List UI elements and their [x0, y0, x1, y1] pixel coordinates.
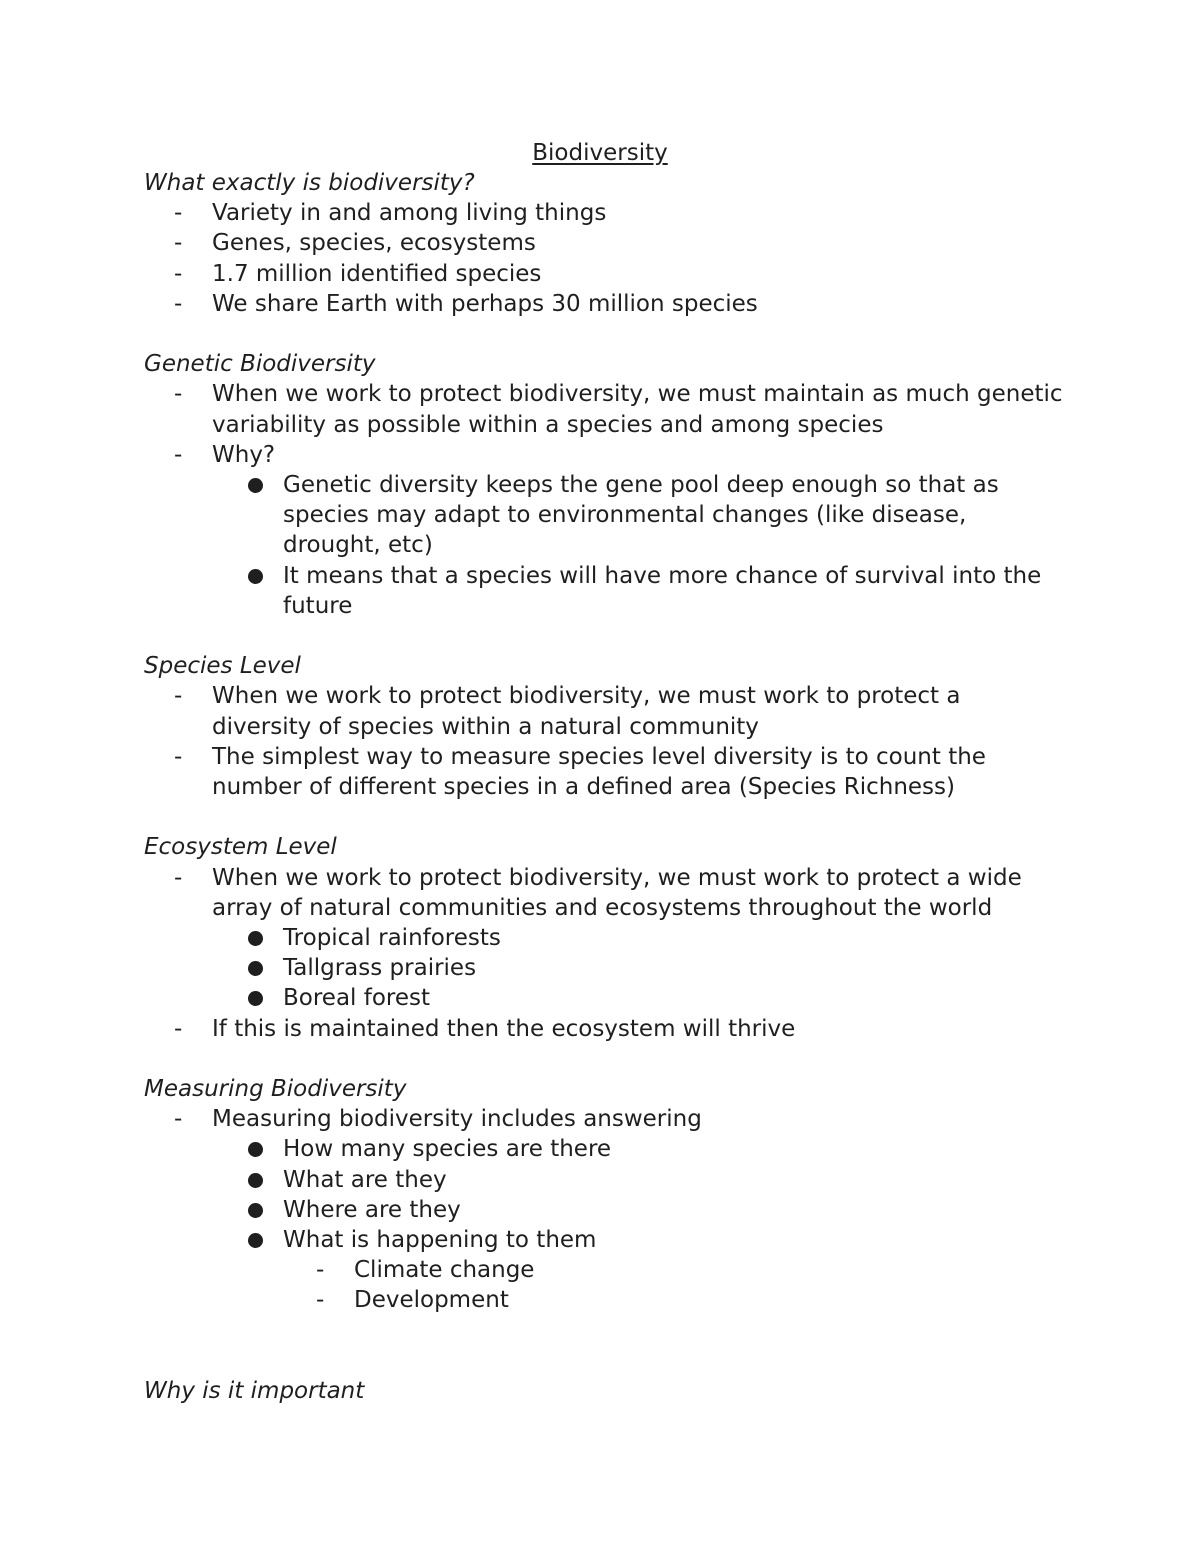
- dash-marker: -: [174, 864, 183, 891]
- list-item: [144, 379, 1064, 439]
- bullet-item-text: Tropical rainforests: [283, 925, 501, 952]
- list-item-text: Measuring biodiversity includes answering: [212, 1106, 702, 1133]
- dash-list: [144, 1104, 1064, 1315]
- bullet-dot-icon: [248, 1233, 263, 1248]
- list-item: [144, 440, 1064, 621]
- section-heading: Measuring Biodiversity: [144, 1076, 407, 1103]
- bullet-item: [144, 953, 1064, 983]
- list-item-text: Genes, species, ecosystems: [212, 230, 536, 257]
- dash-marker: -: [174, 290, 183, 317]
- bullet-list: [212, 1134, 1064, 1315]
- dash-marker: -: [174, 1015, 183, 1042]
- list-item-text: 1.7 million identified species: [212, 260, 542, 287]
- dash-marker: -: [174, 381, 183, 408]
- bullet-dot-icon: [248, 569, 263, 584]
- section-heading: Species Level: [144, 653, 301, 680]
- bullet-item: [144, 1165, 1064, 1195]
- section-measuring-biodiversity: [144, 1074, 1064, 1316]
- sub-list-item-text: Development: [354, 1287, 509, 1314]
- bullet-item: [144, 923, 1064, 953]
- list-item: [144, 1014, 1064, 1044]
- section-heading: What exactly is biodiversity?: [144, 170, 475, 196]
- dash-marker: -: [174, 200, 183, 227]
- dash-list: [144, 379, 1064, 621]
- sub-list-item: [144, 1255, 1064, 1285]
- list-item-text: Why?: [212, 441, 276, 468]
- bullet-item-text: What are they: [283, 1166, 447, 1193]
- bullet-item-text: Boreal forest: [283, 985, 431, 1012]
- section-genetic-biodiversity: [144, 349, 1064, 621]
- dash-marker: -: [174, 441, 183, 468]
- list-item-text: If this is maintained then the ecosystem will thrive: [212, 1015, 796, 1042]
- dash-marker: -: [316, 1257, 325, 1284]
- sub-dash-list: [283, 1255, 1064, 1315]
- bullet-item: [144, 1134, 1064, 1164]
- section-heading: Genetic Biodiversity: [144, 351, 376, 378]
- list-item-text: The simplest way to measure species level diversity is to count the number of different species in a defined area (Species Richness): [212, 743, 986, 801]
- bullet-dot-icon: [248, 1173, 263, 1188]
- dash-marker: -: [174, 230, 183, 257]
- bullet-item: [144, 983, 1064, 1013]
- section-heading: Ecosystem Level: [144, 834, 337, 861]
- section-what-is-biodiversity: [144, 168, 1064, 319]
- list-item: [144, 228, 1064, 258]
- bullet-dot-icon: [248, 478, 263, 493]
- list-item: [144, 289, 1064, 319]
- bullet-item: [144, 1195, 1064, 1225]
- dash-marker: -: [174, 1106, 183, 1133]
- section-heading: Why is it important: [144, 1378, 365, 1405]
- bullet-list: [212, 923, 1064, 1014]
- bullet-item-text: Tallgrass prairies: [283, 955, 477, 982]
- list-item: [144, 1104, 1064, 1315]
- document-body: [144, 168, 1064, 1406]
- bullet-dot-icon: [248, 1142, 263, 1157]
- dash-list: [144, 198, 1064, 319]
- bullet-dot-icon: [248, 931, 263, 946]
- bullet-item: [144, 561, 1064, 621]
- bullet-dot-icon: [248, 961, 263, 976]
- sub-list-item-text: Climate change: [354, 1257, 535, 1284]
- bullet-item: [144, 470, 1064, 561]
- bullet-dot-icon: [248, 991, 263, 1006]
- list-item: [144, 681, 1064, 741]
- dash-marker: -: [174, 743, 183, 770]
- list-item: [144, 863, 1064, 1014]
- bullet-item-text: How many species are there: [283, 1136, 612, 1163]
- list-item-text: When we work to protect biodiversity, we must work to protect a wide array of natural communities and ecosystems throughout the world: [212, 864, 1022, 921]
- dash-list: [144, 681, 1064, 802]
- list-item-text: When we work to protect biodiversity, we must maintain as much genetic variability as possible within a species and among species: [212, 381, 1063, 438]
- list-item: [144, 259, 1064, 289]
- bullet-list: [212, 470, 1064, 621]
- bullet-item: [144, 1225, 1064, 1316]
- dash-list: [144, 863, 1064, 1044]
- bullet-item-text: Where are they: [283, 1196, 461, 1223]
- dash-marker: -: [174, 260, 183, 287]
- list-item-text: We share Earth with perhaps 30 million species: [212, 290, 758, 317]
- bullet-item-text: Genetic diversity keeps the gene pool deep enough so that as species may adapt to environmental changes (like disease, drought, etc): [283, 472, 999, 559]
- sub-list-item: [144, 1285, 1064, 1315]
- bullet-dot-icon: [248, 1203, 263, 1218]
- section-ecosystem-level: [144, 832, 1064, 1043]
- dash-marker: -: [316, 1287, 325, 1314]
- list-item: [144, 742, 1064, 802]
- section-species-level: [144, 651, 1064, 802]
- list-item: [144, 198, 1064, 228]
- section-why-important: [144, 1376, 1064, 1406]
- list-item-text: When we work to protect biodiversity, we must work to protect a diversity of species within a natural community: [212, 683, 961, 740]
- bullet-item-text: It means that a species will have more chance of survival into the future: [283, 562, 1042, 619]
- page-title: Biodiversity: [532, 140, 668, 166]
- list-item-text: Variety in and among living things: [212, 200, 607, 227]
- bullet-item-text: What is happening to them: [283, 1227, 597, 1254]
- dash-marker: -: [174, 683, 183, 710]
